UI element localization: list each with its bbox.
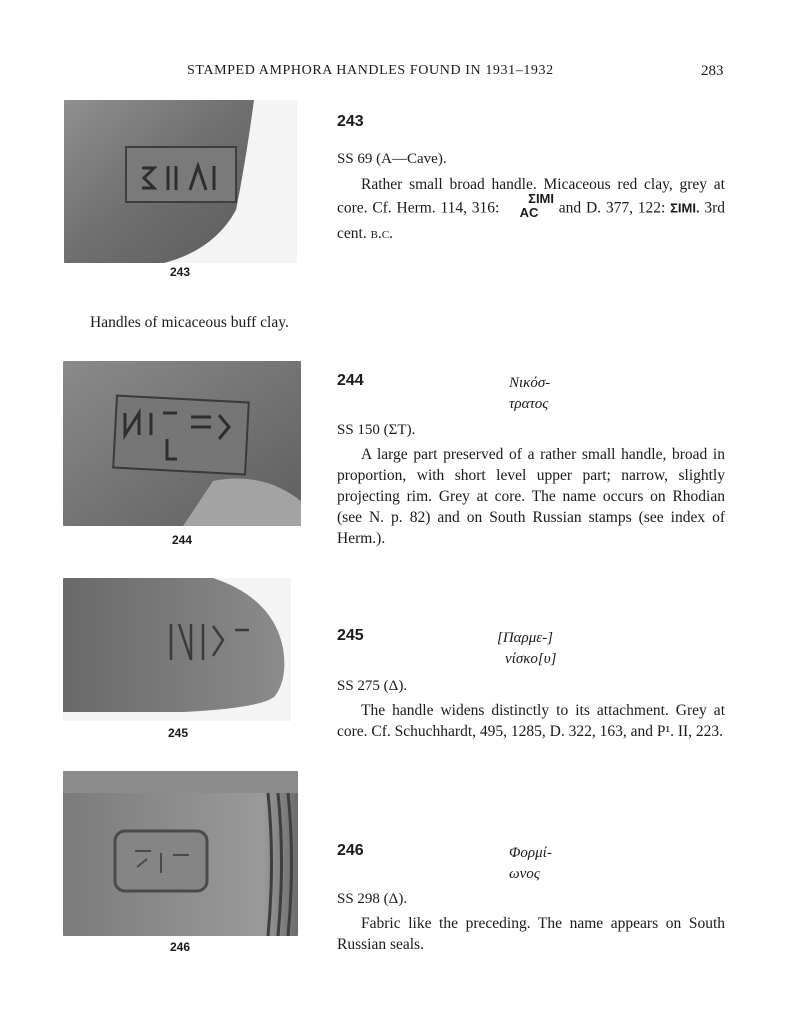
entry-reference: SS 69 (A—Cave). xyxy=(337,151,447,167)
entry-reference: SS 275 (Δ). xyxy=(337,678,408,694)
description-part-2: and D. 377, 122: xyxy=(558,199,666,217)
handle-photo-image xyxy=(63,771,298,936)
stamp-reading-line-1: Φορμί- xyxy=(509,845,552,861)
entry-reference: SS 150 (ΣΤ). xyxy=(337,422,416,438)
running-title: STAMPED AMPHORA HANDLES FOUND IN 1931–1932 xyxy=(187,63,554,78)
stamp-reading-line-2: νίσκο[υ] xyxy=(505,651,557,667)
photo-handle-246 xyxy=(63,771,298,936)
catalog-entry-244 xyxy=(337,372,725,552)
catalog-entry-243 xyxy=(337,113,725,253)
handle-photo-image xyxy=(63,361,301,526)
entry-number: 246 xyxy=(337,842,364,859)
description-part-1: Rather small broad handle. Micaceous red clay, grey at core. Cf. Herm. 114, 316: xyxy=(337,176,725,217)
stamp-line-2: AC xyxy=(519,205,539,220)
photo-handle-243 xyxy=(64,100,297,263)
entry-number: 244 xyxy=(337,372,364,389)
era-abbreviation: b.c. xyxy=(370,225,394,242)
catalog-entry-246 xyxy=(337,842,725,962)
stamp-transcription-stacked xyxy=(504,192,554,220)
handle-photo-image xyxy=(64,100,297,263)
catalog-entry-245 xyxy=(337,627,725,767)
page-number: 283 xyxy=(701,63,724,79)
stamp-reading-line-2: ωνος xyxy=(509,866,540,882)
stamp-line-1: ΣΙΜΙ xyxy=(528,191,554,206)
section-note: Handles of micaceous buff clay. xyxy=(90,314,289,331)
stamp-transcription-inline: ΣΙΜΙ. xyxy=(670,200,700,216)
figure-caption-243: 243 xyxy=(169,265,191,279)
stamp-reading-line-1: Νικόσ- xyxy=(509,375,551,391)
figure-caption-244: 244 xyxy=(171,533,193,547)
entry-number: 245 xyxy=(337,627,364,644)
figure-caption-245: 245 xyxy=(167,726,189,740)
photo-handle-244 xyxy=(63,361,301,526)
entry-description xyxy=(337,174,725,244)
entry-reference: SS 298 (Δ). xyxy=(337,891,408,907)
entry-description: The handle widens distinctly to its attachment. Grey at core. Cf. Schuchhardt, 495, 1285, D. 322, 163, and P¹. II, 223. xyxy=(337,702,725,740)
handle-photo-image xyxy=(63,578,291,721)
entry-description: Fabric like the preceding. The name appears on South Russian seals. xyxy=(337,915,725,953)
stamp-reading-line-1: [Παρμε-] xyxy=(497,630,554,646)
figure-caption-246: 246 xyxy=(169,940,191,954)
entry-number: 243 xyxy=(337,113,364,130)
description-part-3: 3rd cent. xyxy=(337,199,726,242)
entry-description: A large part preserved of a rather small handle, broad in proportion, with short level upper part; narrow, slightly projecting rim. Grey at core. The name occurs on Rhodian (see N. p. 82) and on South Russian stamps (see index of Herm.). xyxy=(337,446,725,547)
photo-handle-245 xyxy=(63,578,291,721)
stamp-reading-line-2: τρατος xyxy=(509,396,549,412)
